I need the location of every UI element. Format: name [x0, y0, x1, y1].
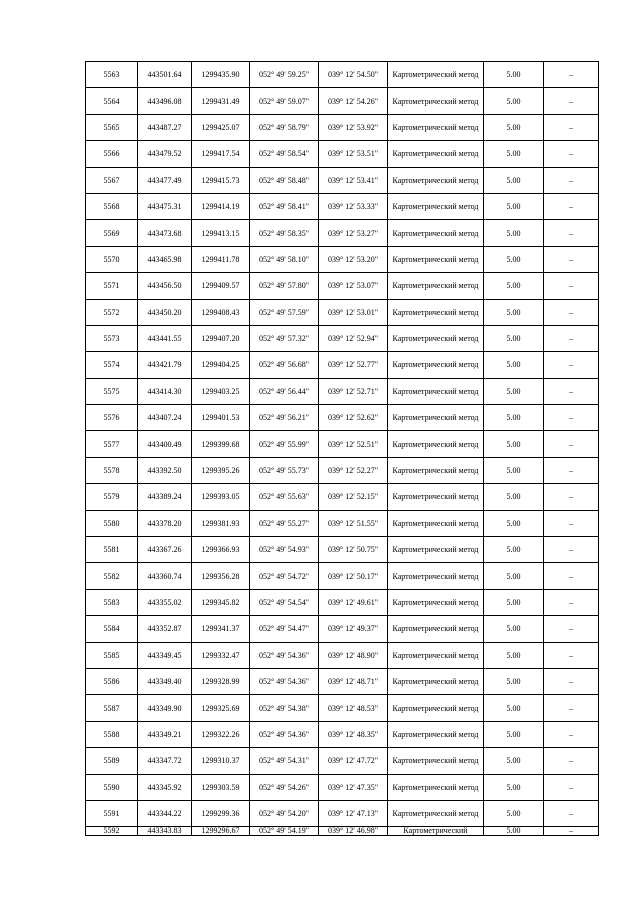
- accuracy-cell: 5.00: [484, 246, 544, 272]
- table-row: [86, 748, 599, 774]
- y-coordinate-cell: 1299299.36: [192, 800, 250, 826]
- table-row: [86, 325, 599, 351]
- point-number-cell: 5566: [86, 141, 138, 167]
- longitude-cell: 039° 12' 47.13": [319, 800, 388, 826]
- latitude-cell: 052° 49' 54.47": [250, 616, 319, 642]
- description-cell: –: [544, 774, 599, 800]
- point-number-cell: 5584: [86, 616, 138, 642]
- x-coordinate-cell: 443349.90: [138, 695, 192, 721]
- x-coordinate-cell: 443473.68: [138, 220, 192, 246]
- point-number-cell: 5587: [86, 695, 138, 721]
- latitude-cell: 052° 49' 58.10": [250, 246, 319, 272]
- latitude-cell: 052° 49' 54.36": [250, 668, 319, 694]
- method-cell: Картометрический метод: [388, 537, 484, 563]
- description-cell: –: [544, 748, 599, 774]
- accuracy-cell: 5.00: [484, 273, 544, 299]
- table-row: [86, 642, 599, 668]
- point-number-cell: 5579: [86, 484, 138, 510]
- longitude-cell: 039° 12' 53.41": [319, 167, 388, 193]
- x-coordinate-cell: 443343.83: [138, 827, 192, 836]
- longitude-cell: 039° 12' 52.15": [319, 484, 388, 510]
- table-row: [86, 510, 599, 536]
- longitude-cell: 039° 12' 52.71": [319, 378, 388, 404]
- latitude-cell: 052° 49' 54.38": [250, 695, 319, 721]
- description-cell: –: [544, 220, 599, 246]
- method-cell: Картометрический метод: [388, 220, 484, 246]
- point-number-cell: 5585: [86, 642, 138, 668]
- longitude-cell: 039° 12' 53.33": [319, 193, 388, 219]
- table-row: [86, 114, 599, 140]
- x-coordinate-cell: 443378.20: [138, 510, 192, 536]
- table-row: [86, 405, 599, 431]
- latitude-cell: 052° 49' 55.99": [250, 431, 319, 457]
- y-coordinate-cell: 1299409.57: [192, 273, 250, 299]
- x-coordinate-cell: 443349.40: [138, 668, 192, 694]
- x-coordinate-cell: 443389.24: [138, 484, 192, 510]
- y-coordinate-cell: 1299341.37: [192, 616, 250, 642]
- x-coordinate-cell: 443456.50: [138, 273, 192, 299]
- y-coordinate-cell: 1299431.49: [192, 88, 250, 114]
- method-cell: Картометрический метод: [388, 141, 484, 167]
- accuracy-cell: 5.00: [484, 299, 544, 325]
- point-number-cell: 5589: [86, 748, 138, 774]
- point-number-cell: 5592: [86, 827, 138, 836]
- method-cell: Картометрический метод: [388, 510, 484, 536]
- latitude-cell: 052° 49' 57.32": [250, 325, 319, 351]
- x-coordinate-cell: 443347.72: [138, 748, 192, 774]
- latitude-cell: 052° 49' 54.26": [250, 774, 319, 800]
- accuracy-cell: 5.00: [484, 563, 544, 589]
- table-row: [86, 800, 599, 826]
- table-row: [86, 827, 599, 836]
- description-cell: –: [544, 405, 599, 431]
- latitude-cell: 052° 49' 58.41": [250, 193, 319, 219]
- description-cell: –: [544, 431, 599, 457]
- longitude-cell: 039° 12' 52.94": [319, 325, 388, 351]
- description-cell: –: [544, 325, 599, 351]
- method-cell: Картометрический метод: [388, 563, 484, 589]
- description-cell: –: [544, 62, 599, 88]
- point-number-cell: 5564: [86, 88, 138, 114]
- accuracy-cell: 5.00: [484, 378, 544, 404]
- description-cell: –: [544, 642, 599, 668]
- x-coordinate-cell: 443345.92: [138, 774, 192, 800]
- y-coordinate-cell: 1299325.69: [192, 695, 250, 721]
- latitude-cell: 052° 49' 58.79": [250, 114, 319, 140]
- table-row: [86, 167, 599, 193]
- description-cell: –: [544, 800, 599, 826]
- description-cell: –: [544, 510, 599, 536]
- x-coordinate-cell: 443367.26: [138, 537, 192, 563]
- latitude-cell: 052° 49' 56.21": [250, 405, 319, 431]
- latitude-cell: 052° 49' 55.27": [250, 510, 319, 536]
- method-cell: Картометрический метод: [388, 299, 484, 325]
- description-cell: –: [544, 167, 599, 193]
- table-row: [86, 378, 599, 404]
- longitude-cell: 039° 12' 53.92": [319, 114, 388, 140]
- latitude-cell: 052° 49' 54.93": [250, 537, 319, 563]
- y-coordinate-cell: 1299296.67: [192, 827, 250, 836]
- longitude-cell: 039° 12' 54.50": [319, 62, 388, 88]
- y-coordinate-cell: 1299328.99: [192, 668, 250, 694]
- coordinates-table: [85, 61, 599, 836]
- longitude-cell: 039° 12' 54.26": [319, 88, 388, 114]
- accuracy-cell: 5.00: [484, 668, 544, 694]
- x-coordinate-cell: 443360.74: [138, 563, 192, 589]
- latitude-cell: 052° 49' 59.25": [250, 62, 319, 88]
- y-coordinate-cell: 1299393.05: [192, 484, 250, 510]
- description-cell: –: [544, 378, 599, 404]
- longitude-cell: 039° 12' 49.37": [319, 616, 388, 642]
- table-row: [86, 62, 599, 88]
- accuracy-cell: 5.00: [484, 220, 544, 246]
- description-cell: –: [544, 88, 599, 114]
- point-number-cell: 5568: [86, 193, 138, 219]
- table-row: [86, 589, 599, 615]
- table-row: [86, 220, 599, 246]
- method-cell: Картометрический метод: [388, 642, 484, 668]
- accuracy-cell: 5.00: [484, 616, 544, 642]
- point-number-cell: 5580: [86, 510, 138, 536]
- method-cell: Картометрический метод: [388, 589, 484, 615]
- y-coordinate-cell: 1299395.26: [192, 457, 250, 483]
- x-coordinate-cell: 443450.20: [138, 299, 192, 325]
- y-coordinate-cell: 1299407.20: [192, 325, 250, 351]
- longitude-cell: 039° 12' 53.07": [319, 273, 388, 299]
- latitude-cell: 052° 49' 54.54": [250, 589, 319, 615]
- x-coordinate-cell: 443496.08: [138, 88, 192, 114]
- method-cell: Картометрический метод: [388, 431, 484, 457]
- y-coordinate-cell: 1299322.26: [192, 721, 250, 747]
- table-row: [86, 88, 599, 114]
- longitude-cell: 039° 12' 48.71": [319, 668, 388, 694]
- description-cell: –: [544, 193, 599, 219]
- accuracy-cell: 5.00: [484, 405, 544, 431]
- latitude-cell: 052° 49' 56.68": [250, 352, 319, 378]
- accuracy-cell: 5.00: [484, 537, 544, 563]
- point-number-cell: 5581: [86, 537, 138, 563]
- method-cell: Картометрический метод: [388, 114, 484, 140]
- x-coordinate-cell: 443349.45: [138, 642, 192, 668]
- description-cell: –: [544, 589, 599, 615]
- table-row: [86, 695, 599, 721]
- longitude-cell: 039° 12' 47.72": [319, 748, 388, 774]
- method-cell: Картометрический метод: [388, 695, 484, 721]
- y-coordinate-cell: 1299356.28: [192, 563, 250, 589]
- table-row: [86, 273, 599, 299]
- accuracy-cell: 5.00: [484, 141, 544, 167]
- method-cell: Картометрический метод: [388, 167, 484, 193]
- latitude-cell: 052° 49' 54.36": [250, 642, 319, 668]
- description-cell: –: [544, 273, 599, 299]
- method-cell: Картометрический метод: [388, 352, 484, 378]
- method-cell: Картометрический метод: [388, 721, 484, 747]
- latitude-cell: 052° 49' 58.35": [250, 220, 319, 246]
- accuracy-cell: 5.00: [484, 642, 544, 668]
- y-coordinate-cell: 1299425.07: [192, 114, 250, 140]
- method-cell: Картометрический метод: [388, 378, 484, 404]
- accuracy-cell: 5.00: [484, 800, 544, 826]
- y-coordinate-cell: 1299435.90: [192, 62, 250, 88]
- point-number-cell: 5574: [86, 352, 138, 378]
- latitude-cell: 052° 49' 54.72": [250, 563, 319, 589]
- latitude-cell: 052° 49' 54.31": [250, 748, 319, 774]
- longitude-cell: 039° 12' 53.01": [319, 299, 388, 325]
- x-coordinate-cell: 443355.02: [138, 589, 192, 615]
- point-number-cell: 5575: [86, 378, 138, 404]
- method-cell: Картометрический метод: [388, 774, 484, 800]
- y-coordinate-cell: 1299303.59: [192, 774, 250, 800]
- description-cell: –: [544, 668, 599, 694]
- description-cell: –: [544, 352, 599, 378]
- method-cell: Картометрический: [388, 827, 484, 836]
- point-number-cell: 5572: [86, 299, 138, 325]
- table-row: [86, 246, 599, 272]
- y-coordinate-cell: 1299417.54: [192, 141, 250, 167]
- longitude-cell: 039° 12' 53.51": [319, 141, 388, 167]
- longitude-cell: 039° 12' 52.51": [319, 431, 388, 457]
- x-coordinate-cell: 443479.52: [138, 141, 192, 167]
- method-cell: Картометрический метод: [388, 62, 484, 88]
- longitude-cell: 039° 12' 53.20": [319, 246, 388, 272]
- accuracy-cell: 5.00: [484, 62, 544, 88]
- table-row: [86, 457, 599, 483]
- point-number-cell: 5576: [86, 405, 138, 431]
- y-coordinate-cell: 1299332.47: [192, 642, 250, 668]
- description-cell: –: [544, 141, 599, 167]
- x-coordinate-cell: 443352.87: [138, 616, 192, 642]
- accuracy-cell: 5.00: [484, 774, 544, 800]
- y-coordinate-cell: 1299345.82: [192, 589, 250, 615]
- table-row: [86, 774, 599, 800]
- accuracy-cell: 5.00: [484, 695, 544, 721]
- longitude-cell: 039° 12' 48.53": [319, 695, 388, 721]
- latitude-cell: 052° 49' 57.59": [250, 299, 319, 325]
- longitude-cell: 039° 12' 48.90": [319, 642, 388, 668]
- description-cell: –: [544, 537, 599, 563]
- point-number-cell: 5590: [86, 774, 138, 800]
- table-row: [86, 352, 599, 378]
- x-coordinate-cell: 443465.98: [138, 246, 192, 272]
- description-cell: –: [544, 299, 599, 325]
- point-number-cell: 5591: [86, 800, 138, 826]
- y-coordinate-cell: 1299404.25: [192, 352, 250, 378]
- latitude-cell: 052° 49' 55.63": [250, 484, 319, 510]
- table-row: [86, 537, 599, 563]
- description-cell: –: [544, 457, 599, 483]
- y-coordinate-cell: 1299414.19: [192, 193, 250, 219]
- point-number-cell: 5586: [86, 668, 138, 694]
- longitude-cell: 039° 12' 48.35": [319, 721, 388, 747]
- point-number-cell: 5577: [86, 431, 138, 457]
- y-coordinate-cell: 1299399.68: [192, 431, 250, 457]
- x-coordinate-cell: 443441.55: [138, 325, 192, 351]
- x-coordinate-cell: 443392.50: [138, 457, 192, 483]
- longitude-cell: 039° 12' 50.75": [319, 537, 388, 563]
- table-row: [86, 563, 599, 589]
- longitude-cell: 039° 12' 47.35": [319, 774, 388, 800]
- table-row: [86, 141, 599, 167]
- method-cell: Картометрический метод: [388, 405, 484, 431]
- latitude-cell: 052° 49' 55.73": [250, 457, 319, 483]
- longitude-cell: 039° 12' 46.98": [319, 827, 388, 836]
- point-number-cell: 5563: [86, 62, 138, 88]
- x-coordinate-cell: 443501.64: [138, 62, 192, 88]
- point-number-cell: 5571: [86, 273, 138, 299]
- method-cell: Картометрический метод: [388, 457, 484, 483]
- y-coordinate-cell: 1299401.53: [192, 405, 250, 431]
- point-number-cell: 5567: [86, 167, 138, 193]
- y-coordinate-cell: 1299408.43: [192, 299, 250, 325]
- table-row: [86, 616, 599, 642]
- accuracy-cell: 5.00: [484, 114, 544, 140]
- accuracy-cell: 5.00: [484, 193, 544, 219]
- accuracy-cell: 5.00: [484, 88, 544, 114]
- accuracy-cell: 5.00: [484, 510, 544, 536]
- method-cell: Картометрический метод: [388, 616, 484, 642]
- point-number-cell: 5582: [86, 563, 138, 589]
- point-number-cell: 5569: [86, 220, 138, 246]
- y-coordinate-cell: 1299415.73: [192, 167, 250, 193]
- y-coordinate-cell: 1299403.25: [192, 378, 250, 404]
- latitude-cell: 052° 49' 58.48": [250, 167, 319, 193]
- accuracy-cell: 5.00: [484, 827, 544, 836]
- description-cell: –: [544, 695, 599, 721]
- accuracy-cell: 5.00: [484, 431, 544, 457]
- longitude-cell: 039° 12' 53.27": [319, 220, 388, 246]
- description-cell: –: [544, 563, 599, 589]
- method-cell: Картометрический метод: [388, 273, 484, 299]
- description-cell: –: [544, 827, 599, 836]
- latitude-cell: 052° 49' 54.36": [250, 721, 319, 747]
- table-row: [86, 299, 599, 325]
- x-coordinate-cell: 443487.27: [138, 114, 192, 140]
- x-coordinate-cell: 443349.21: [138, 721, 192, 747]
- point-number-cell: 5583: [86, 589, 138, 615]
- point-number-cell: 5570: [86, 246, 138, 272]
- method-cell: Картометрический метод: [388, 484, 484, 510]
- longitude-cell: 039° 12' 51.55": [319, 510, 388, 536]
- method-cell: Картометрический метод: [388, 800, 484, 826]
- description-cell: –: [544, 721, 599, 747]
- latitude-cell: 052° 49' 56.44": [250, 378, 319, 404]
- table-row: [86, 721, 599, 747]
- method-cell: Картометрический метод: [388, 246, 484, 272]
- table-body: [86, 62, 599, 836]
- y-coordinate-cell: 1299411.78: [192, 246, 250, 272]
- latitude-cell: 052° 49' 59.07": [250, 88, 319, 114]
- latitude-cell: 052° 49' 54.19": [250, 827, 319, 836]
- x-coordinate-cell: 443400.49: [138, 431, 192, 457]
- accuracy-cell: 5.00: [484, 748, 544, 774]
- y-coordinate-cell: 1299366.93: [192, 537, 250, 563]
- accuracy-cell: 5.00: [484, 167, 544, 193]
- accuracy-cell: 5.00: [484, 352, 544, 378]
- accuracy-cell: 5.00: [484, 457, 544, 483]
- latitude-cell: 052° 49' 58.54": [250, 141, 319, 167]
- x-coordinate-cell: 443475.31: [138, 193, 192, 219]
- description-cell: –: [544, 616, 599, 642]
- method-cell: Картометрический метод: [388, 748, 484, 774]
- point-number-cell: 5578: [86, 457, 138, 483]
- table-row: [86, 193, 599, 219]
- x-coordinate-cell: 443414.30: [138, 378, 192, 404]
- accuracy-cell: 5.00: [484, 721, 544, 747]
- method-cell: Картометрический метод: [388, 668, 484, 694]
- x-coordinate-cell: 443344.22: [138, 800, 192, 826]
- latitude-cell: 052° 49' 57.80": [250, 273, 319, 299]
- y-coordinate-cell: 1299381.93: [192, 510, 250, 536]
- method-cell: Картометрический метод: [388, 325, 484, 351]
- point-number-cell: 5573: [86, 325, 138, 351]
- longitude-cell: 039° 12' 49.61": [319, 589, 388, 615]
- accuracy-cell: 5.00: [484, 484, 544, 510]
- table-row: [86, 431, 599, 457]
- table-row: [86, 484, 599, 510]
- longitude-cell: 039° 12' 52.27": [319, 457, 388, 483]
- accuracy-cell: 5.00: [484, 589, 544, 615]
- y-coordinate-cell: 1299413.15: [192, 220, 250, 246]
- method-cell: Картометрический метод: [388, 88, 484, 114]
- table-row: [86, 668, 599, 694]
- longitude-cell: 039° 12' 52.62": [319, 405, 388, 431]
- y-coordinate-cell: 1299310.37: [192, 748, 250, 774]
- longitude-cell: 039° 12' 52.77": [319, 352, 388, 378]
- latitude-cell: 052° 49' 54.20": [250, 800, 319, 826]
- longitude-cell: 039° 12' 50.17": [319, 563, 388, 589]
- x-coordinate-cell: 443407.24: [138, 405, 192, 431]
- point-number-cell: 5588: [86, 721, 138, 747]
- description-cell: –: [544, 246, 599, 272]
- accuracy-cell: 5.00: [484, 325, 544, 351]
- description-cell: –: [544, 114, 599, 140]
- x-coordinate-cell: 443477.49: [138, 167, 192, 193]
- description-cell: –: [544, 484, 599, 510]
- point-number-cell: 5565: [86, 114, 138, 140]
- x-coordinate-cell: 443421.79: [138, 352, 192, 378]
- method-cell: Картометрический метод: [388, 193, 484, 219]
